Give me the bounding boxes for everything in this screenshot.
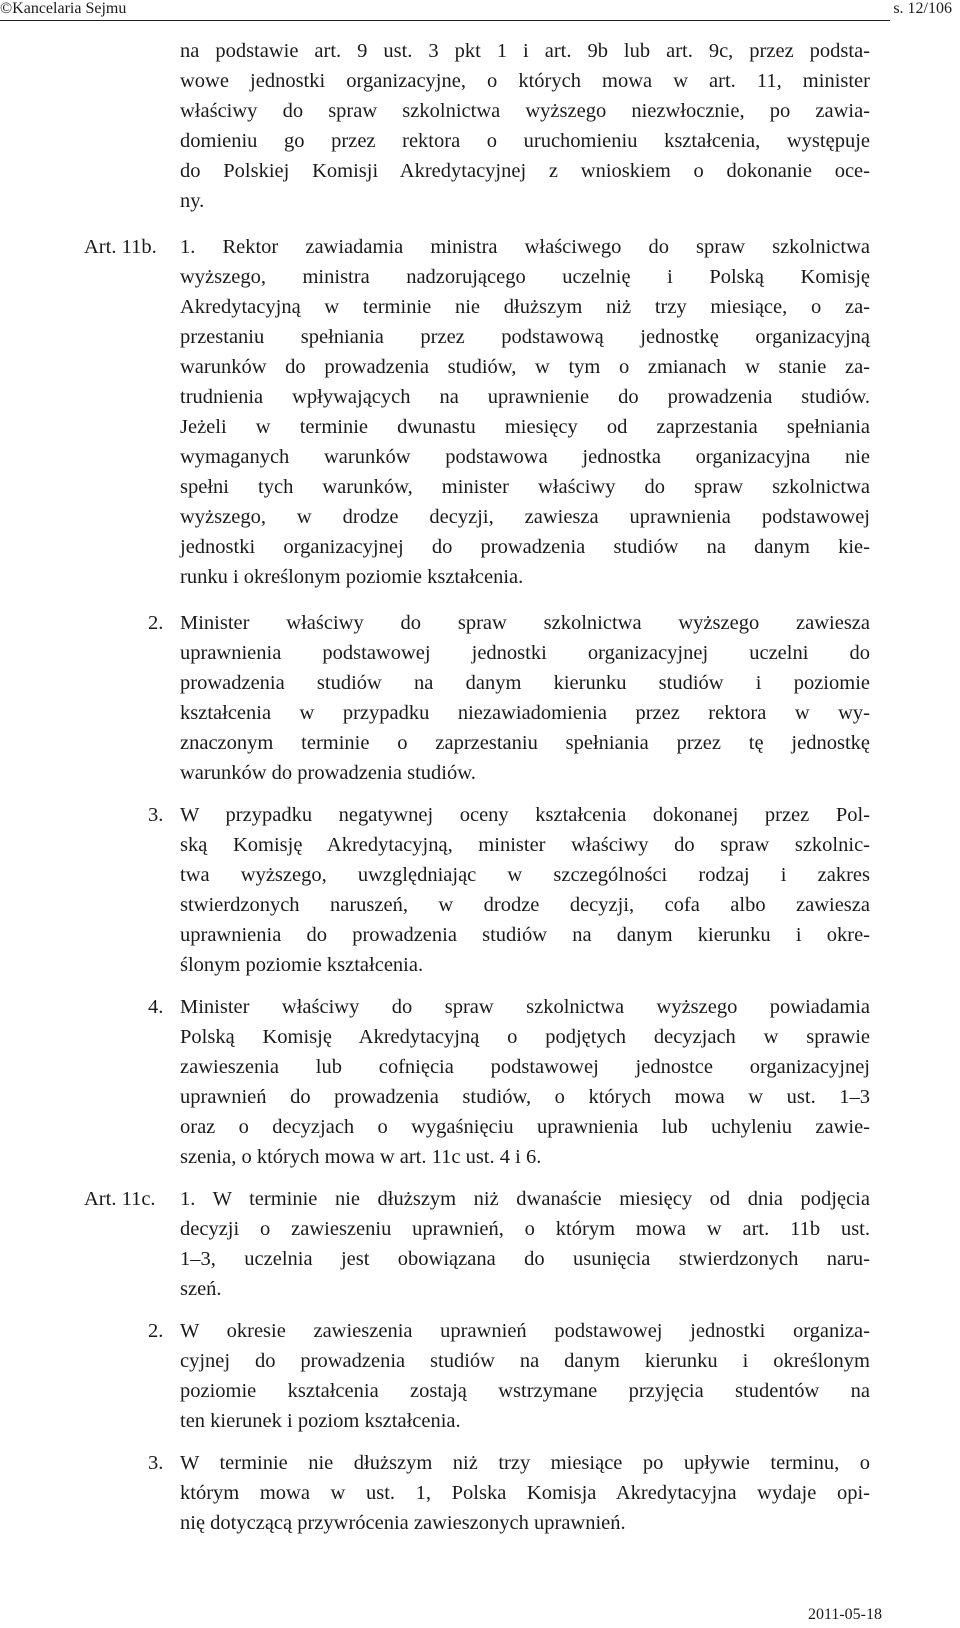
intro-paragraph [180,36,870,216]
text-line: oraz o decyzjach o wygaśnięciu uprawnienia lub uchyleniu zawie- [180,1116,870,1138]
text-line: warunków do prowadzenia studiów, w tym o zmianach w stanie za- [180,356,870,378]
paragraph-number: 2. [148,1320,164,1342]
text-line: domieniu go przez rektora o uruchomieniu kształcenia, występuje [180,130,870,152]
line-text: W terminie nie dłuższym niż dwanaście miesięcy od dnia podjęcia [212,1188,870,1210]
text-line: cyjnej do prowadzenia studiów na danym kierunku i określonym [180,1350,870,1372]
text-line: runku i określonym poziomie kształcenia. [180,566,524,588]
text-line: uprawnień do prowadzenia studiów, o których mowa w ust. 1–3 [180,1086,870,1108]
text-line: decyzji o zawieszeniu uprawnień, o którym mowa w art. 11b ust. [180,1218,870,1240]
text-line: twa wyższego, uwzględniając w szczególności rodzaj i zakres [180,864,870,886]
text-line: wymaganych warunków podstawowa jednostka organizacyjna nie [180,446,870,468]
art11b-paragraph-3 [180,800,870,980]
text-line: szenia, o których mowa w art. 11c ust. 4 i 6. [180,1146,542,1168]
text-line: poziomie kształcenia zostają wstrzymane przyjęcia studentów na [180,1380,870,1402]
art11b-paragraph-2 [180,608,870,788]
text-line: warunków do prowadzenia studiów. [180,762,476,784]
header-rule [0,20,890,21]
text-line: nię dotyczącą przywrócenia zawieszonych uprawnień. [180,1512,626,1534]
text-line: uprawnienia podstawowej jednostki organizacyjnej uczelni do [180,642,870,664]
text-line: przestaniu spełniania przez podstawową jednostkę organizacyjną [180,326,870,348]
paragraph-number-inline: 1. [180,1188,196,1210]
text-line: Polską Komisję Akredytacyjną o podjętych decyzjach w sprawie [180,1026,870,1048]
text-line: ślonym poziomie kształcenia. [180,954,424,976]
article-label-11b [84,232,184,262]
text-line: zawieszenia lub cofnięcia podstawowej jednostce organizacyjnej [180,1056,870,1078]
text-line: kształcenia w przypadku niezawiadomienia przez rektora w wy- [180,702,870,724]
text-line: ten kierunek i poziom kształcenia. [180,1410,461,1432]
art11c-paragraph-1 [180,1184,870,1304]
text-line: do Polskiej Komisji Akredytacyjnej z wnioskiem o dokonanie oce- [180,160,870,182]
text-line: spełni tych warunków, minister właściwy do spraw szkolnictwa [180,476,870,498]
header-source: ©Kancelaria Sejmu [0,0,127,17]
text-line: Minister właściwy do spraw szkolnictwa wyższego zawiesza [180,612,870,634]
art11c-paragraph-2 [180,1316,870,1436]
article-label-11c [84,1184,184,1214]
text-line: trudnienia wpływających na uprawnienie do prowadzenia studiów. [180,386,870,408]
header-page-number: s. 12/106 [893,0,952,17]
text-line: prowadzenia studiów na danym kierunku studiów i poziomie [180,672,870,694]
paragraph-number-inline: 1. [180,236,196,258]
art11b-paragraph-4 [180,992,870,1172]
text-line: ny. [180,190,205,212]
art11c-paragraph-3 [180,1448,870,1538]
text-line: wyższego, ministra nadzorującego uczelnię i Polską Komisję [180,266,870,288]
text-line: uprawnienia do prowadzenia studiów na danym kierunku i okre- [180,924,870,946]
text-line: na podstawie art. 9 ust. 3 pkt 1 i art. 9b lub art. 9c, przez podsta- [180,40,870,62]
paragraph-number: 4. [148,996,164,1018]
text-line: jednostki organizacyjnej do prowadzenia studiów na danym kie- [180,536,870,558]
text-line: 1–3, uczelnia jest obowiązana do usunięcia stwierdzonych naru- [180,1248,870,1270]
text-line: ską Komisję Akredytacyjną, minister właściwy do spraw szkolnic- [180,834,870,856]
text-line [180,1184,870,1214]
text-line: którym mowa w ust. 1, Polska Komisja Akredytacyjna wydaje opi- [180,1482,870,1504]
article-number: Art. 11c. [84,1188,156,1210]
text-line: znaczonym terminie o zaprzestaniu spełniania przez tę jednostkę [180,732,870,754]
text-line: właściwy do spraw szkolnictwa wyższego niezwłocznie, po zawia- [180,100,870,122]
text-line: W terminie nie dłuższym niż trzy miesiące po upływie terminu, o [180,1452,870,1474]
text-line: wowe jednostki organizacyjne, o których mowa w art. 11, minister [180,70,870,92]
text-line: W przypadku negatywnej oceny kształcenia dokonanej przez Pol- [180,804,870,826]
text-line: wyższego, w drodze decyzji, zawiesza uprawnienia podstawowej [180,506,870,528]
line-text: Rektor zawiadamia ministra właściwego do spraw szkolnictwa [222,236,871,258]
paragraph-number: 2. [148,612,164,634]
text-line [180,232,870,262]
text-line: szeń. [180,1278,222,1300]
art11b-paragraph-1 [180,232,870,592]
text-line: Minister właściwy do spraw szkolnictwa wyższego powiadamia [180,996,870,1018]
text-line: stwierdzonych naruszeń, w drodze decyzji, cofa albo zawiesza [180,894,870,916]
text-line: Akredytacyjną w terminie nie dłuższym niż trzy miesiące, o za- [180,296,870,318]
text-line: Jeżeli w terminie dwunastu miesięcy od zaprzestania spełniania [180,416,870,438]
paragraph-number: 3. [148,1452,164,1474]
paragraph-number: 3. [148,804,164,826]
text-line: W okresie zawieszenia uprawnień podstawowej jednostki organiza- [180,1320,870,1342]
footer-date: 2011-05-18 [807,1606,882,1623]
article-number: Art. 11b. [84,236,157,258]
